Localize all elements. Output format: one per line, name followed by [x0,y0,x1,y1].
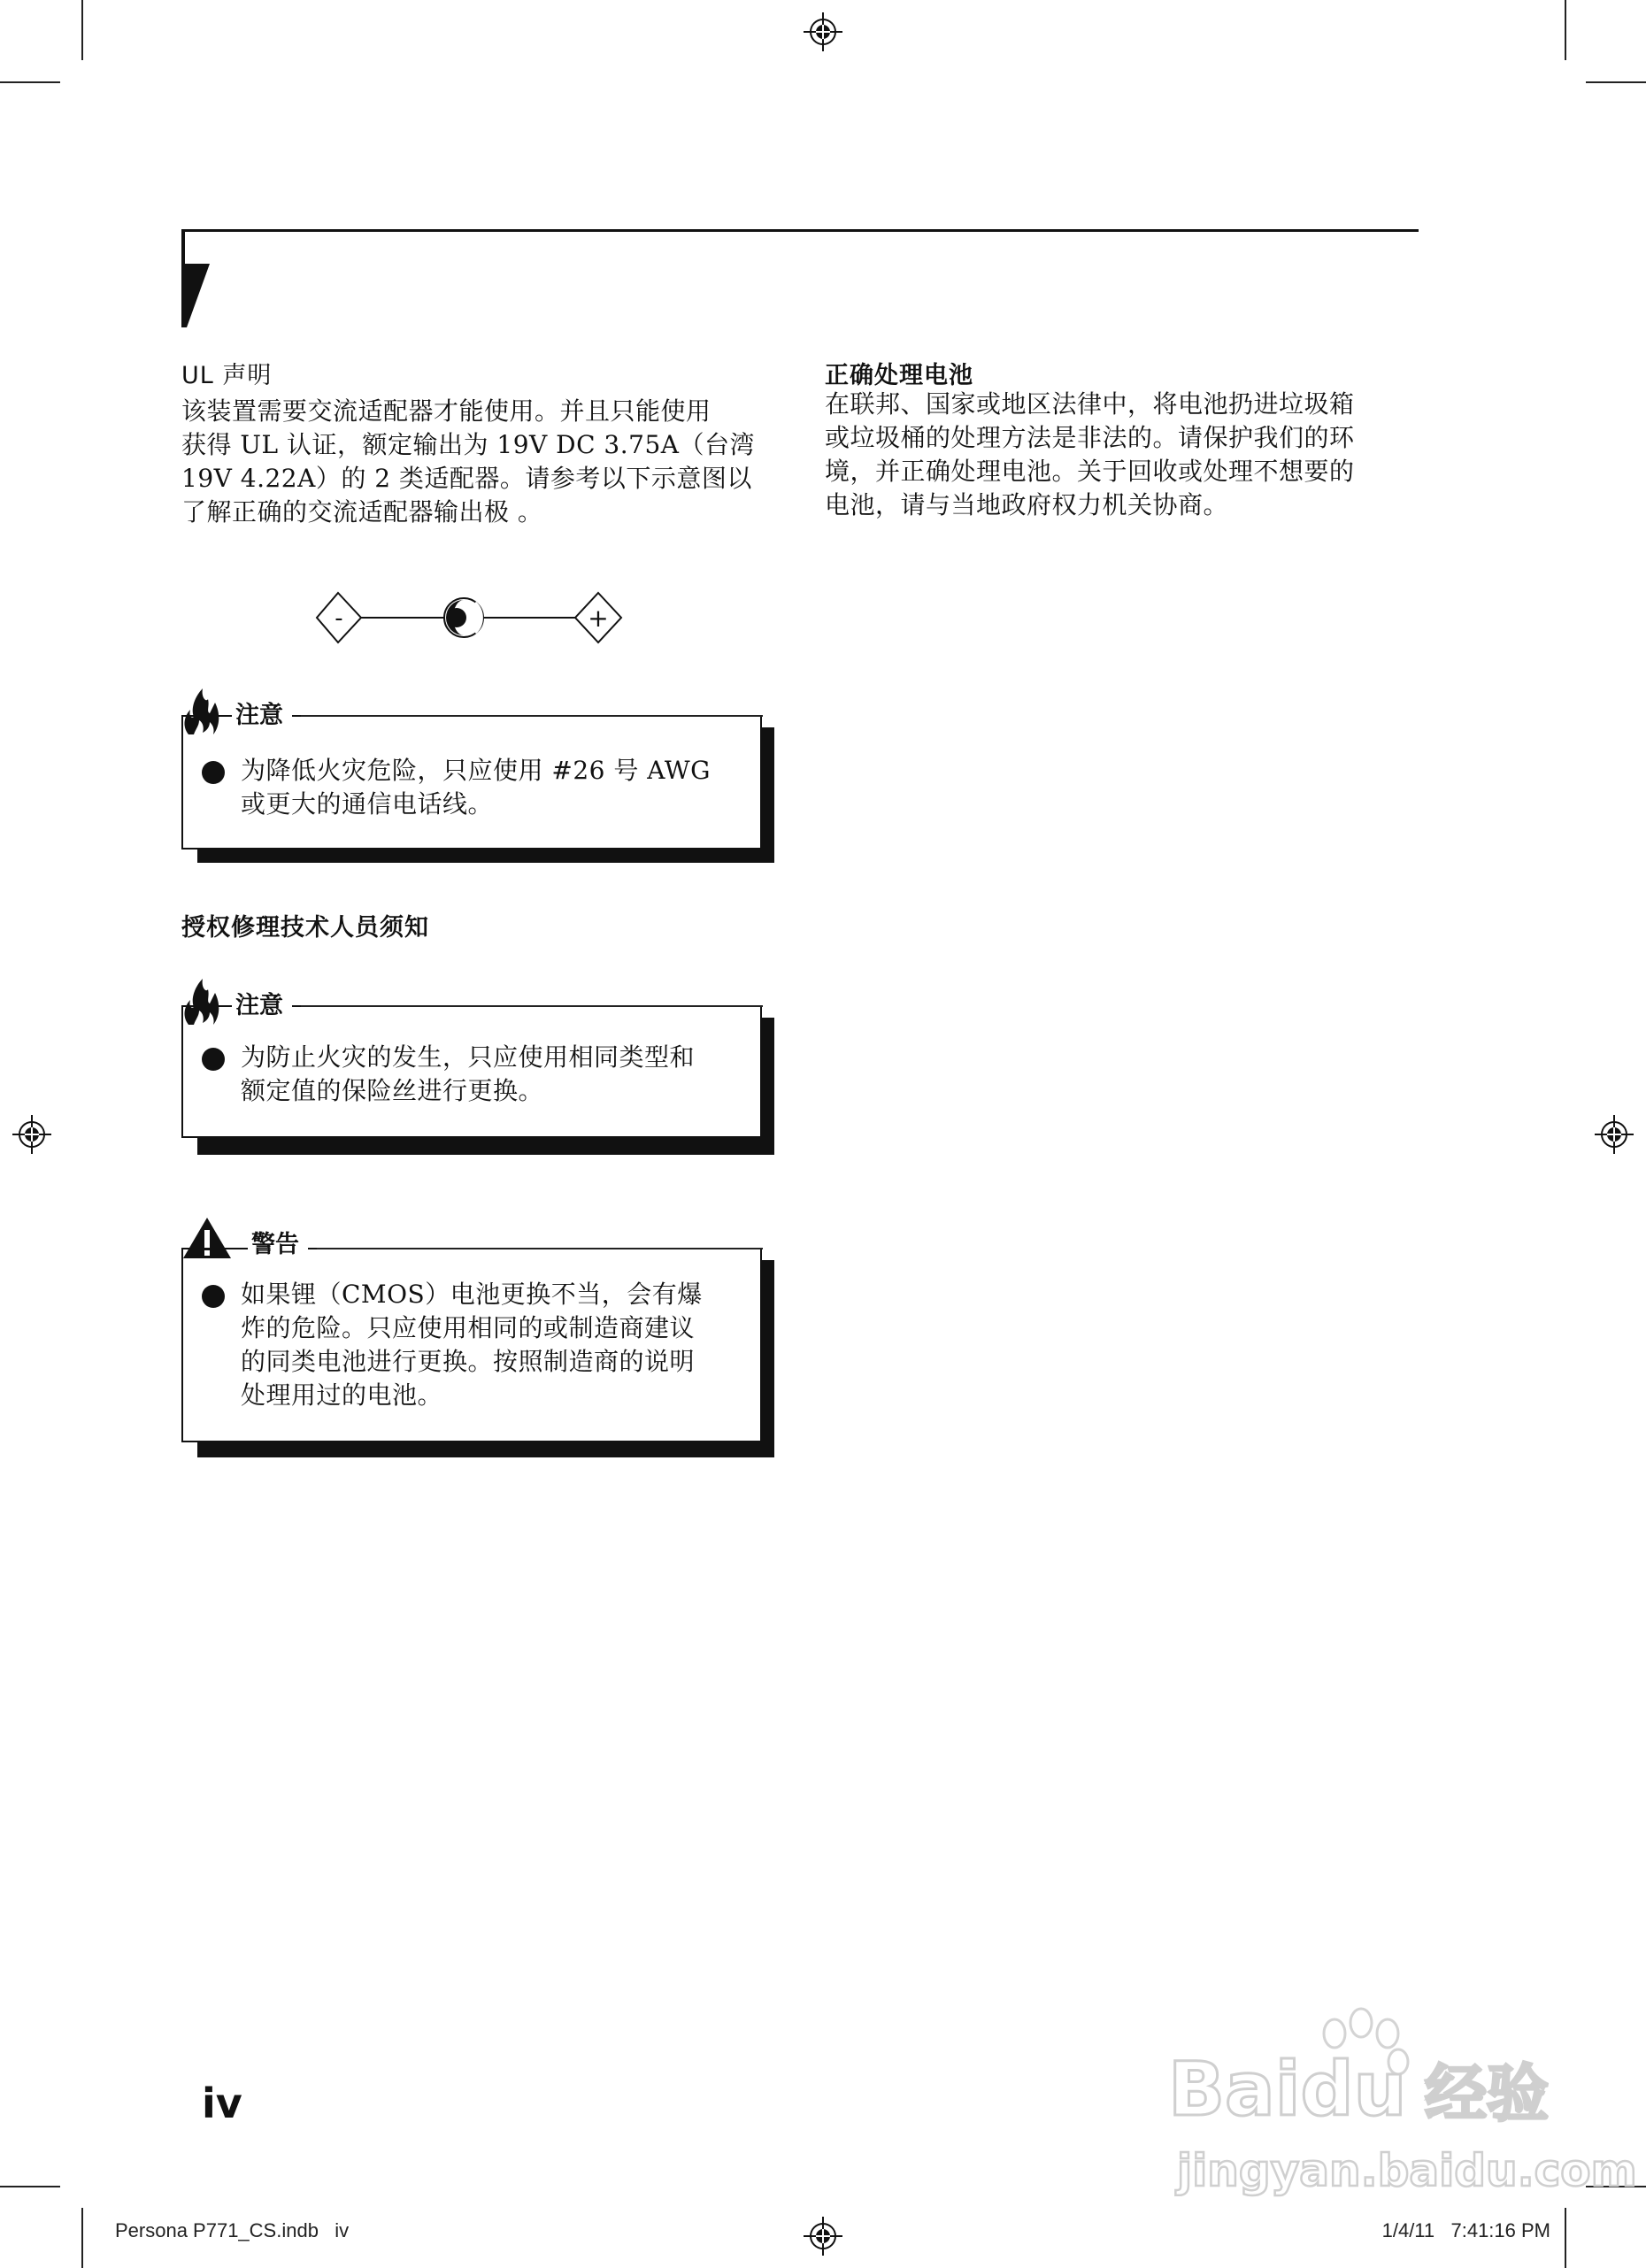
crop-mark [1586,81,1646,83]
caution-title-rule [301,715,763,717]
page-number: iv [202,2080,242,2127]
footer-timestamp: 1/4/11 7:41:16 PM [1381,2219,1550,2241]
warning-triangle-icon [181,1216,233,1260]
crop-mark [0,2186,60,2187]
footer-file-info: Persona P771_CS.indb iv [115,2219,350,2241]
bullet-icon [202,761,225,784]
registration-mark-icon [804,2217,842,2256]
caution-text: 为防止火灾的发生，只应使用相同类型和 额定值的保险丝进行更换。 [241,1042,696,1105]
fire-hazard-icon [180,683,222,736]
ul-heading: UL 声明 [181,362,273,389]
watermark-brand: Baidu [1168,2046,1407,2133]
watermark-cn: 经验 [1425,2057,1549,2130]
crop-mark [1565,0,1566,60]
polarity-diagram [317,584,623,648]
plus-terminal-icon [575,593,621,642]
crop-mark [81,2208,83,2268]
baidu-watermark-logo [1159,2009,1637,2221]
minus-terminal-icon [317,593,361,642]
header-tab-mark [181,264,210,327]
watermark-url: jingyan.baidu.com [1177,2145,1637,2196]
caution-title: 注意 [232,696,292,730]
warning-title: 警告 [248,1225,308,1259]
plus-symbol: + [588,604,609,633]
warning-text: 如果锂（CMOS）电池更换不当，会有爆 炸的危险。只应使用相同的或制造商建议 的同类电池进行更换。按照制造商的说明 处理用过的电池。 [241,1280,703,1410]
warning-title-rule [317,1248,763,1249]
battery-paragraph: 在联邦、国家或地区法律中，将电池扔进垃圾箱 或垃圾桶的处理方法是非法的。请保护我们的环 境，并正确处理电池。关于回收或处理不想要的 电池，请与当地政府权力机关协商。 [825,389,1355,519]
ul-paragraph: 该装置需要交流适配器才能使用。并且只能使用 获得 UL 认证，额定输出为 19V DC 3.75A（台湾 19V 4.22A）的 2 类适配器。请参考以下示意图以 了解正确的交流适配器输出极 。 [181,396,755,527]
caution-title: 注意 [232,986,292,1020]
bullet-icon [202,1048,225,1071]
registration-mark-icon [804,12,842,51]
caution-title-rule [301,1005,763,1007]
registration-mark-icon [12,1115,51,1154]
service-heading: 授权修理技术人员须知 [181,914,429,942]
crop-mark [81,0,83,60]
registration-mark-icon [1595,1115,1634,1154]
center-connector-icon [444,598,483,637]
caution-text: 为降低火灾危险，只应使用 #26 号 AWG 或更大的通信电话线。 [241,756,711,819]
fire-hazard-icon [180,973,222,1026]
battery-heading: 正确处理电池 [825,362,973,389]
crop-mark [0,81,60,83]
bullet-icon [202,1285,225,1308]
minus-symbol: - [335,605,343,632]
header-rule [181,229,1419,232]
